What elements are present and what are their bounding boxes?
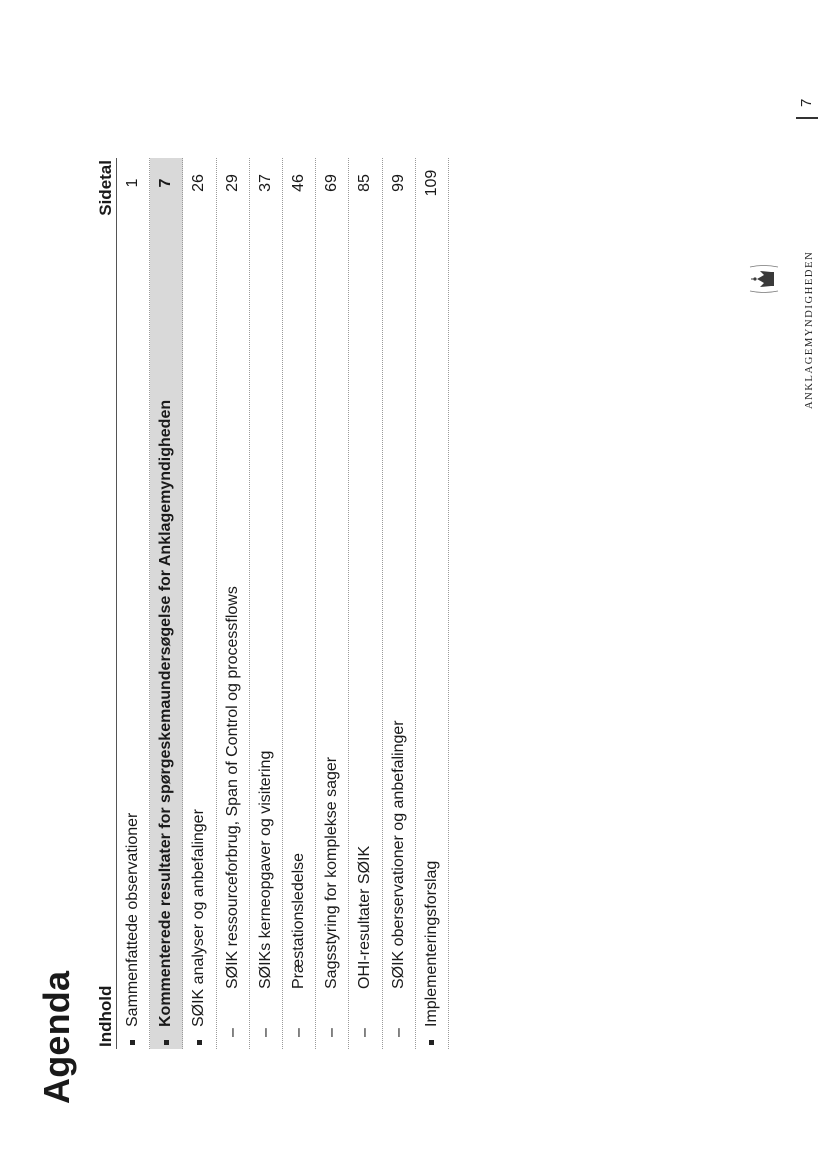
footer-brand: ANKLAGEMYNDIGHEDEN <box>804 250 815 409</box>
toc-row <box>316 158 349 1049</box>
toc-rows <box>117 158 449 1049</box>
toc-row-label: OHI-resultater SØIK <box>356 845 374 989</box>
toc-row-label: SØIK analyser og anbefalinger <box>190 809 208 1027</box>
toc-row-dash: – <box>223 1028 241 1037</box>
toc-row-label: Sagsstyring for komplekse sager <box>323 756 341 989</box>
toc-row-label: Præstationsledelse <box>290 852 308 989</box>
toc-row-dash: – <box>290 1028 308 1037</box>
toc-row <box>217 158 250 1049</box>
toc-row-label: SØIKs kerneopgaver og visitering <box>256 750 274 989</box>
footer <box>740 9 815 409</box>
footer-separator <box>796 117 818 119</box>
page-title: Agenda <box>36 970 77 1104</box>
toc-row-label: SØIK oberservationer og anbefalinger <box>389 720 407 989</box>
toc-row <box>250 158 283 1049</box>
toc-row-page: 1 <box>124 178 142 188</box>
toc-row <box>183 158 216 1049</box>
toc-row-page: 37 <box>256 174 274 192</box>
toc-row <box>283 158 316 1049</box>
toc-row <box>416 158 449 1049</box>
toc-row-page: 99 <box>389 174 407 192</box>
toc-header <box>88 158 117 1049</box>
toc-row-dash: – <box>256 1028 274 1037</box>
toc-row-page: 85 <box>356 174 374 192</box>
crown-icon <box>744 261 784 297</box>
toc-header-contents: Indhold <box>96 985 115 1047</box>
bullet-icon <box>423 1027 441 1049</box>
bullet-icon <box>157 1027 175 1049</box>
toc-row <box>349 158 382 1049</box>
toc-row-page: 109 <box>422 169 440 197</box>
toc-row-page: 69 <box>323 174 341 192</box>
square-bullet-icon <box>429 1040 434 1045</box>
toc-row-dash: – <box>323 1028 341 1037</box>
toc-row-page: 29 <box>223 174 241 192</box>
toc-row-page: 46 <box>290 174 308 192</box>
toc-row <box>150 158 183 1049</box>
toc-row <box>117 158 150 1049</box>
toc-header-page: Sidetal <box>96 160 115 216</box>
table-of-contents <box>88 158 449 1049</box>
square-bullet-icon <box>164 1040 169 1045</box>
toc-row-dash: – <box>389 1028 407 1037</box>
toc-row-label: Kommenterede resultater for spørgeskemaundersøgelse for Anklagemyndigheden <box>157 399 175 1027</box>
toc-row-label: Sammenfattede observationer <box>124 812 142 1027</box>
toc-row-page: 7 <box>157 178 175 188</box>
toc-row <box>383 158 416 1049</box>
toc-row-label: Implementeringsforslag <box>422 860 440 1027</box>
toc-row-dash: – <box>356 1028 374 1037</box>
toc-row-label: SØIK ressourceforbrug, Span of Control og processflows <box>223 586 241 989</box>
bullet-icon <box>124 1027 142 1049</box>
toc-row-page: 26 <box>190 174 208 192</box>
square-bullet-icon <box>130 1040 135 1045</box>
bullet-icon <box>190 1027 208 1049</box>
square-bullet-icon <box>197 1040 202 1045</box>
footer-page-number: 7 <box>798 98 815 107</box>
